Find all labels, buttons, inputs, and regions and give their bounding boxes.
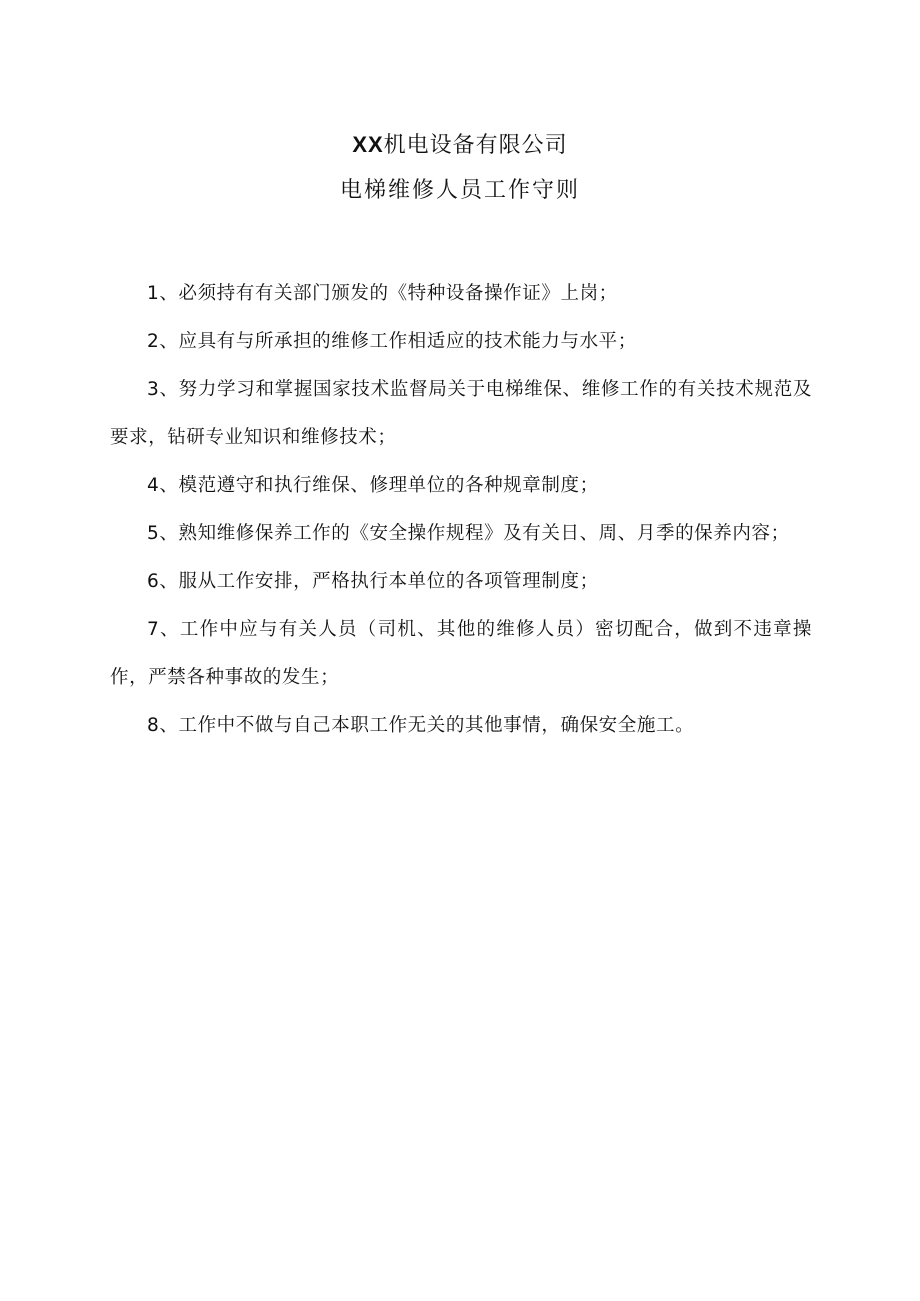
rule-item-4: 4、模范遵守和执行维保、修理单位的各种规章制度； bbox=[147, 475, 599, 496]
company-name: 机电设备有限公司 bbox=[383, 133, 568, 158]
document-title: 电梯维修人员工作守则 bbox=[339, 178, 580, 203]
rule-item-5: 5、熟知维修保养工作的《安全操作规程》及有关日、周、月季的保养内容； bbox=[147, 523, 790, 544]
rule-item-8: 8、工作中不做与自己本职工作无关的其他事情，确保安全施工。 bbox=[147, 715, 695, 736]
rules-list bbox=[110, 270, 812, 750]
company-title bbox=[0, 128, 920, 163]
rule-item-1: 1、必须持有有关部门颁发的《特种设备操作证》上岗； bbox=[147, 283, 618, 304]
rule-item-3: 3、努力学习和掌握国家技术监督局关于电梯维保、维修工作的有关技术规范及要求，钻研专业知识和维修技术； bbox=[110, 379, 812, 448]
rule-item-7: 7、工作中应与有关人员（司机、其他的维修人员）密切配合，做到不违章操作，严禁各种事故的发生； bbox=[110, 619, 812, 688]
rule-item-6: 6、服从工作安排，严格执行本单位的各项管理制度； bbox=[147, 571, 599, 592]
company-prefix: XX bbox=[352, 132, 384, 157]
rule-item-2: 2、应具有与所承担的维修工作相适应的技术能力与水平； bbox=[147, 331, 637, 352]
